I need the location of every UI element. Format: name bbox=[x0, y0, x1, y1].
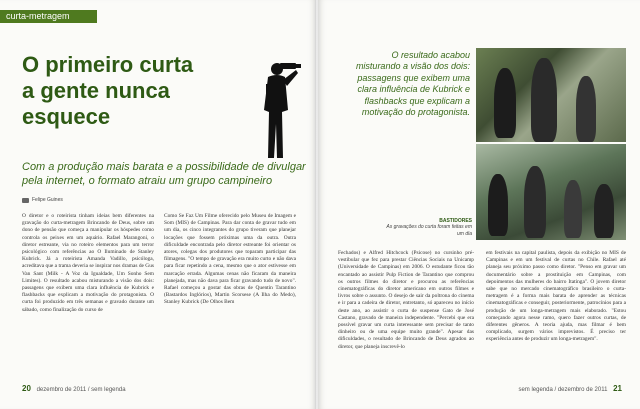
camera-icon bbox=[22, 198, 29, 203]
caption-title: BASTIDORES bbox=[439, 218, 472, 224]
cameraman-silhouette-icon bbox=[250, 58, 302, 162]
photo-credit-name: Felipe Guines bbox=[32, 197, 63, 203]
subtitle: Com a produção mais barata e a possibilidade de divulgar pela internet, o formato atraiu um grupo campineiro bbox=[22, 161, 306, 187]
article-column-2 bbox=[164, 213, 296, 380]
right-footer bbox=[518, 384, 622, 393]
left-page-number: 20 bbox=[22, 384, 31, 393]
column-2-text: Como Se Faz Um Filme oferecido pelo Museu de Imagem e Som (MIS) de Campinas. Para dar conta de gravar tudo em um dia, os cinco integrantes do grupo tiveram que planejar locações que fossem próximas uma da outra. Outra dificuldade encontrada pelo diretor estreante foi orientar os atores, colegas dos produtores que toparam participar das filmagens. "O tempo de gravação era muito curto e não dava para ficar repetindo a cena, mesmo que o ator estivesse em marcação errada. Algumas cenas não ficaram da maneira planejada, mas não dava para ficar gravando tudo de novo". Rafael começou a gostar das obras de Quentin Tarantino (Bastardos Inglórios), Martin Scorsese (A Ilha do Medo), Stanley Kubrick (De Olhos Bem bbox=[164, 213, 296, 306]
column-4-text: em festivais na capital paulista, depois da exibição no MIS de Campinas e em um festival de curtas no Chile. Rafael até planeja seu próximo passo como diretor. "Penso em gravar um documentário sobre a prostituição em Campinas, com depoimentos das mulheres do bairro Itatinga". O jovem diretor sabe que no mercado cinematográfico brasileiro o curta-metragem é a forma mais barata de aprender as técnicas cinematográficas e conseguir, posteriormente, patrocínios para a produção de um longa-metragem mais elaborado. "Estou começando agora nesse ramo, quero fazer outros curtas, de diferentes gêneros. A teoria ajuda, mas filmar é bem complicado, surgem vários imprevistos. É preciso ter experiência antes de produzir um longa-metragem". bbox=[486, 250, 626, 343]
left-footer bbox=[22, 384, 126, 393]
pull-quote: O resultado acabou misturando a visão dos dois: passagens que exibem uma clara influência de Kubrick e flashbacks que explicam a motivação do protagonista. bbox=[355, 50, 470, 118]
left-footer-text: dezembro de 2011 / sem legenda bbox=[36, 387, 126, 393]
article-column-1 bbox=[22, 213, 154, 380]
section-tag: curta-metragem bbox=[0, 10, 97, 23]
article-column-4 bbox=[486, 250, 626, 380]
photo-caption bbox=[380, 218, 472, 237]
caption-text: As gravações do curta foram feitas em um dia bbox=[386, 224, 472, 237]
column-3-text: Fechados) e Alfred Hitchcock (Psicose) no cursinho pré-vestibular que fez para prestar Ciências Sociais na Unicamp (Universidade de Campinas) em 2006. O estudante ficou tão encantado ao assistir Pulp Fiction de Tarantino que comprou os outros filmes do diretor e procurou as referências cinematográficas do diretor americano em outros filmes e livros sobre o assunto. O desejo de sair da poltrona do cinema e ir para a cadeira de diretor, entretanto, só apareceu no início deste ano, ao assistir o curta de suspense Gato de José Castano, gravado de maneira independente. "Percebi que era possível gravar um curta interessante sem precisar de tanto dinheiro ou de uma equipe muito grande". Apesar das dificuldades, o resultado de Brincando de Deus agradou ao diretor, que planeja inscrevê-lo bbox=[338, 250, 474, 350]
behind-scenes-photo-2 bbox=[476, 144, 626, 240]
headline-line-1: O primeiro curta bbox=[22, 52, 194, 77]
photo-credit bbox=[22, 197, 63, 203]
headline bbox=[22, 52, 272, 130]
column-1-text: O diretor e o roteirista tinham ideias bem diferentes na gravação do curta-metragem Brincando de Deus, sobre um dono de pensão que começa a manipular os hóspedes como controla os peixes em um aquário. Rafael Marangoni, o diretor estreante, via no roteiro elementos para um terror psicológico com referências ao O Iluminado de Stanley Kubrick. Já a roteirista Amanda Vadillo, psicóloga, acreditava que a trama deveria se inspirar nos dramas de Gus Van Sant (Milk - A Voz da Igualdade, Um Sonho Sem Limites). O resultado acabou misturando a visão dos dois: passagens que exibem uma clara influência de Kubrick e flashbacks que explicam a motivação do protagonista. O curta foi produzido em três semanas e gravado durante um sábado, como finalização do curso de bbox=[22, 213, 154, 313]
headline-line-3: esquece bbox=[22, 104, 111, 129]
right-page-number: 21 bbox=[613, 384, 622, 393]
right-footer-text: sem legenda / dezembro de 2011 bbox=[518, 387, 608, 393]
left-page bbox=[0, 0, 316, 409]
headline-line-2: a gente nunca bbox=[22, 78, 170, 103]
behind-scenes-photo-1 bbox=[476, 48, 626, 142]
article-column-3 bbox=[338, 250, 474, 380]
